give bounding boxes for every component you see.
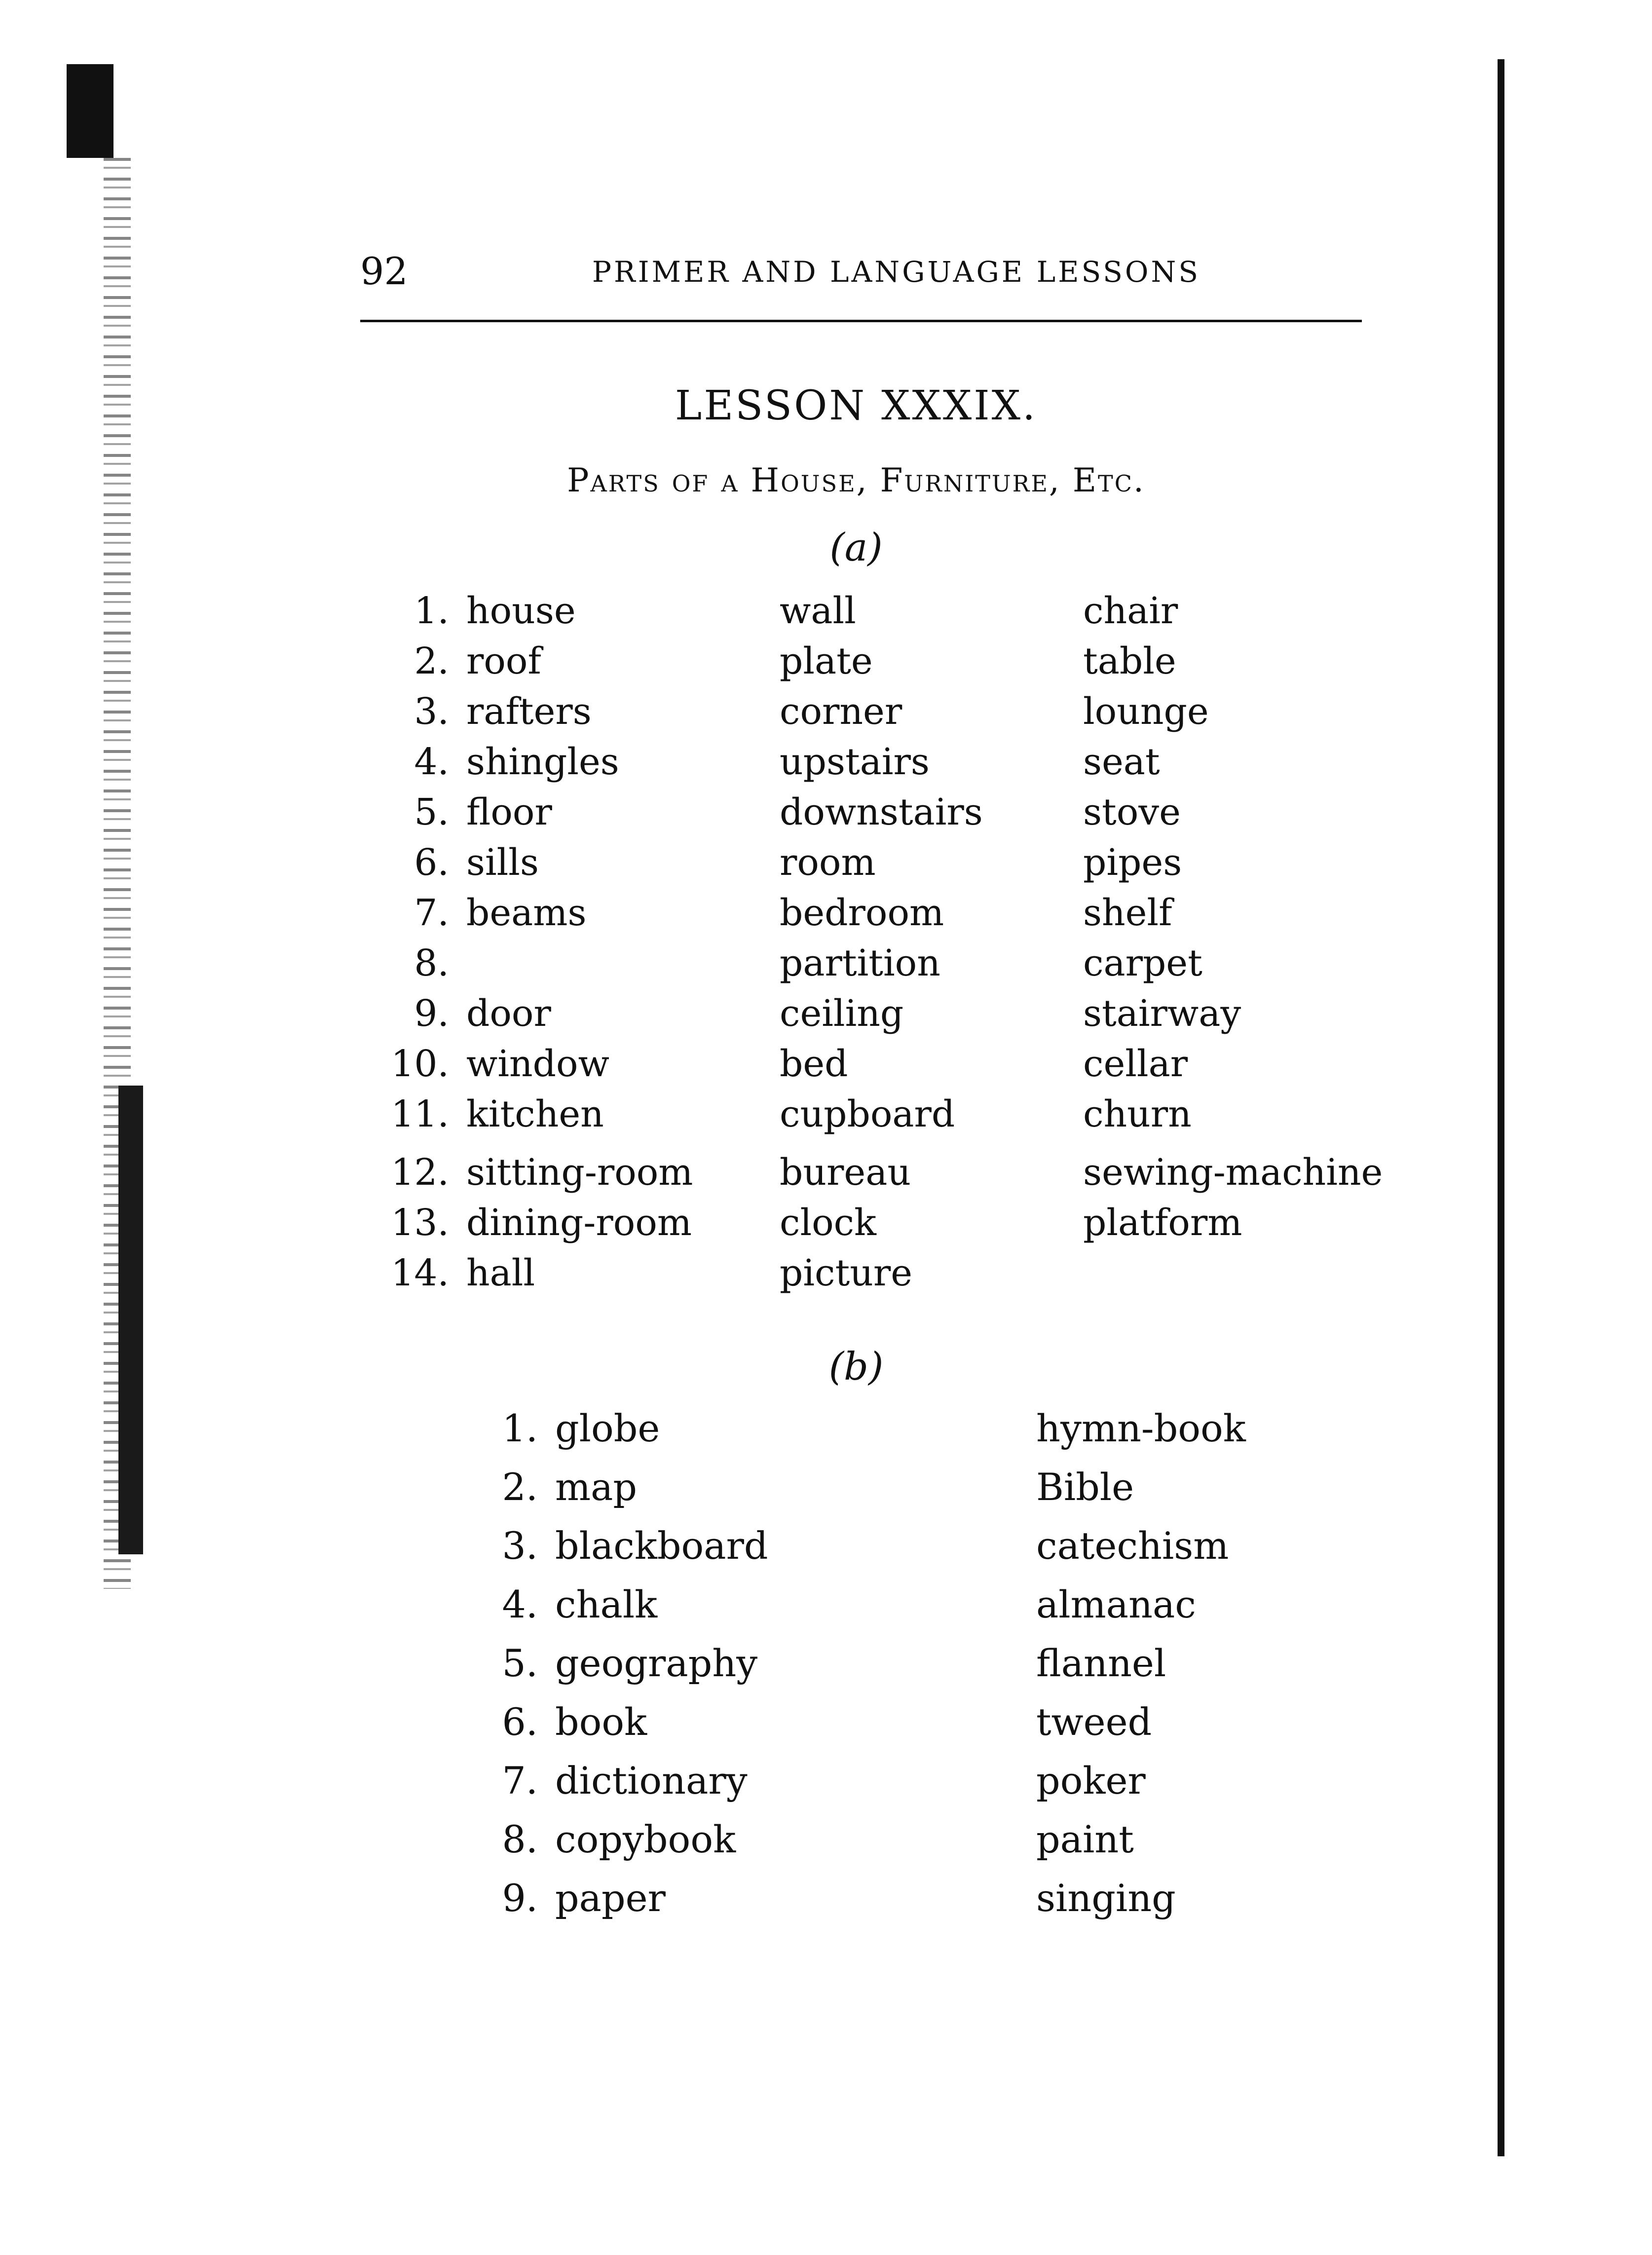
word-c1: hall — [466, 1252, 535, 1294]
list-item — [385, 841, 1421, 892]
page-number: 92 — [360, 249, 408, 293]
word-c2: ceiling — [780, 992, 904, 1035]
list-item — [385, 590, 1421, 640]
word-c3: carpet — [1083, 942, 1202, 984]
item-number: 11. — [391, 1093, 449, 1135]
word-c3: pipes — [1083, 841, 1182, 884]
list-item — [484, 1641, 1322, 1700]
item-number: 1. — [502, 1406, 538, 1450]
list-item — [484, 1876, 1322, 1935]
word-c2: catechism — [1036, 1524, 1229, 1568]
word-c1: house — [466, 590, 576, 632]
page-header — [360, 249, 1362, 294]
word-c3: sewing-machine — [1083, 1151, 1383, 1194]
item-number: 8. — [502, 1817, 538, 1861]
word-list-a — [385, 590, 1421, 1302]
word-c1: book — [555, 1700, 647, 1744]
item-number: 2. — [502, 1465, 538, 1509]
word-c3: stairway — [1083, 992, 1241, 1035]
scan-binding-shadow — [118, 1086, 143, 1554]
word-c1: rafters — [466, 690, 592, 733]
list-item — [484, 1759, 1322, 1817]
section-b-label: (b) — [828, 1345, 884, 1389]
list-item — [484, 1406, 1322, 1465]
item-number: 10. — [391, 1043, 449, 1085]
word-c2: poker — [1036, 1759, 1146, 1803]
word-c2: cupboard — [780, 1093, 955, 1135]
list-item — [385, 791, 1421, 841]
list-item — [385, 741, 1421, 791]
running-head: PRIMER AND LANGUAGE LESSONS — [592, 255, 1201, 289]
word-c1: sitting-room — [466, 1151, 693, 1194]
word-list-b — [484, 1406, 1322, 1935]
word-c3: chair — [1083, 590, 1178, 632]
word-c2: bed — [780, 1043, 848, 1085]
word-c2: downstairs — [780, 791, 983, 833]
item-number: 13. — [391, 1202, 449, 1244]
item-number: 6. — [414, 841, 449, 884]
word-c1: door — [466, 992, 551, 1035]
word-c2: hymn-book — [1036, 1406, 1246, 1450]
word-c2: flannel — [1036, 1641, 1166, 1685]
word-c1: map — [555, 1465, 638, 1509]
item-number: 1. — [414, 590, 449, 632]
word-c3: lounge — [1083, 690, 1209, 733]
list-item — [484, 1524, 1322, 1582]
list-item — [385, 1043, 1421, 1093]
list-item — [484, 1465, 1322, 1524]
word-c1: copybook — [555, 1817, 736, 1861]
word-c1: dictionary — [555, 1759, 748, 1803]
word-c1: kitchen — [466, 1093, 604, 1135]
scan-page-edge — [1498, 59, 1504, 2156]
word-c2: picture — [780, 1252, 913, 1294]
word-c1: beams — [466, 892, 587, 934]
item-number: 3. — [414, 690, 449, 733]
item-number: 5. — [414, 791, 449, 833]
item-number: 14. — [391, 1252, 449, 1294]
item-number: 7. — [414, 892, 449, 934]
word-c1: blackboard — [555, 1524, 768, 1568]
item-number: 9. — [414, 992, 449, 1035]
list-item — [385, 1093, 1421, 1151]
word-c2: bedroom — [780, 892, 944, 934]
list-item — [484, 1582, 1322, 1641]
list-item — [385, 690, 1421, 741]
word-c2: paint — [1036, 1817, 1134, 1861]
word-c2: Bible — [1036, 1465, 1134, 1509]
list-item — [385, 1252, 1421, 1302]
word-c2: upstairs — [780, 741, 930, 783]
list-item — [385, 942, 1421, 992]
item-number: 3. — [502, 1524, 538, 1568]
word-c3: shelf — [1083, 892, 1172, 934]
scan-binding-mark — [67, 64, 113, 158]
item-number: 6. — [502, 1700, 538, 1744]
word-c1: chalk — [555, 1582, 658, 1626]
word-c2: bureau — [780, 1151, 911, 1194]
word-c1: shingles — [466, 741, 619, 783]
word-c1: roof — [466, 640, 541, 682]
item-number: 2. — [414, 640, 449, 682]
word-c2: corner — [780, 690, 902, 733]
word-c2: partition — [780, 942, 940, 984]
word-c2: wall — [780, 590, 856, 632]
word-c2: almanac — [1036, 1582, 1196, 1626]
word-c3: stove — [1083, 791, 1181, 833]
item-number: 12. — [391, 1151, 449, 1194]
item-number: 4. — [414, 741, 449, 783]
item-number: 4. — [502, 1582, 538, 1626]
item-number: 7. — [502, 1759, 538, 1803]
word-c1: globe — [555, 1406, 660, 1450]
word-c1: floor — [466, 791, 552, 833]
word-c3: seat — [1083, 741, 1160, 783]
list-item — [385, 1151, 1421, 1202]
list-item — [385, 892, 1421, 942]
word-c2: clock — [780, 1202, 876, 1244]
list-item — [484, 1817, 1322, 1876]
lesson-subtitle: Parts of a House, Furniture, Etc. — [567, 461, 1145, 499]
word-c2: singing — [1036, 1876, 1176, 1920]
item-number: 9. — [502, 1876, 538, 1920]
item-number: 5. — [502, 1641, 538, 1685]
section-a-label: (a) — [829, 526, 883, 570]
word-c2: plate — [780, 640, 873, 682]
word-c1: window — [466, 1043, 609, 1085]
word-c1: paper — [555, 1876, 666, 1920]
header-rule — [360, 320, 1362, 322]
word-c1: dining-room — [466, 1202, 692, 1244]
list-item — [385, 992, 1421, 1043]
lesson-title: LESSON XXXIX. — [675, 382, 1038, 429]
word-c1: geography — [555, 1641, 758, 1685]
list-item — [385, 640, 1421, 690]
word-c2: tweed — [1036, 1700, 1152, 1744]
word-c1: sills — [466, 841, 539, 884]
word-c3: cellar — [1083, 1043, 1188, 1085]
word-c3: churn — [1083, 1093, 1192, 1135]
word-c3: table — [1083, 640, 1176, 682]
list-item — [385, 1202, 1421, 1252]
word-c3: platform — [1083, 1202, 1242, 1244]
word-c2: room — [780, 841, 876, 884]
list-item — [484, 1700, 1322, 1759]
item-number: 8. — [414, 942, 449, 984]
